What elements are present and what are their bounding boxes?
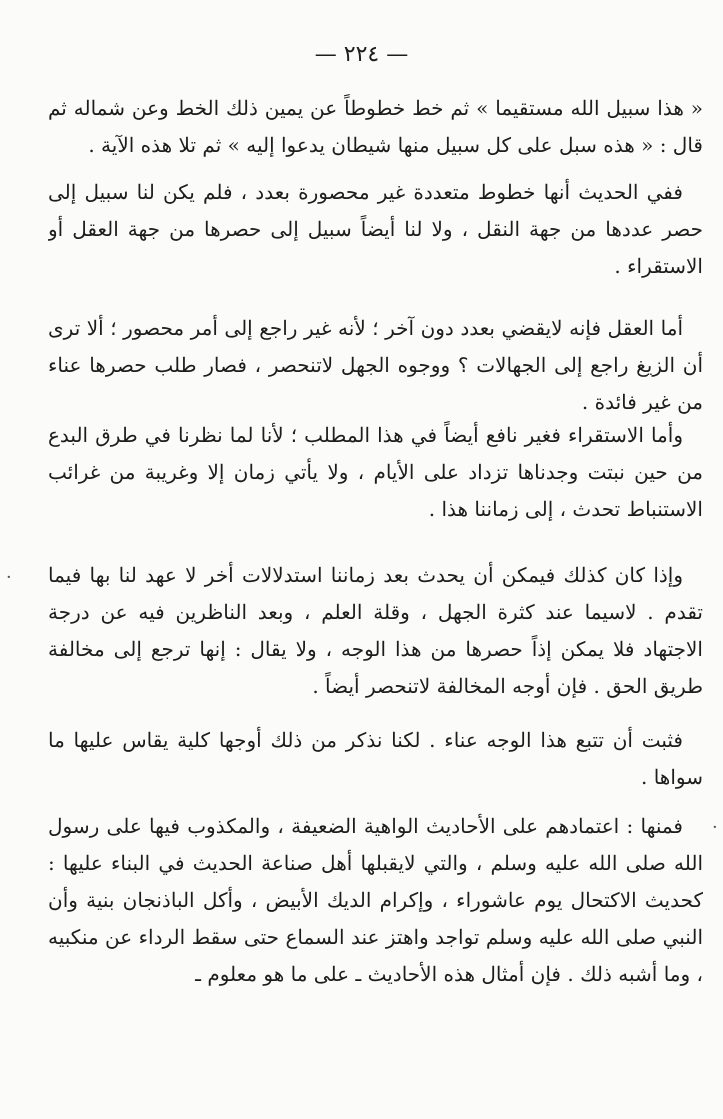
- paragraph-lines-unlimited: ففي الحديث أنها خطوط متعددة غير محصورة بعدد ، فلم يكن لنا سبيل إلى حصر عددها من جهة النقل ، ولا لنا أيضاً سبيل إلى حصرها من جهة العقل أو الاستقراء .: [48, 180, 703, 278]
- paragraph-induction: وأما الاستقراء فغير نافع أيضاً في هذا المطلب ؛ لأنا لما نظرنا في طرق البدع من حين نبتت وجدناها تزداد على الأيام ، ولا يأتي زمان إلا وغريبة من غرائب الاستنباط تحدث ، إلى زماننا هذا .: [48, 423, 703, 521]
- paragraph-general-aspects: فثبت أن تتبع هذا الوجه عناء . لكنا نذكر من ذلك أوجها كلية يقاس عليها ما سواها .: [48, 728, 703, 789]
- page-number: — ٢٢٤ —: [314, 42, 409, 67]
- margin-mark: ·: [6, 567, 12, 588]
- margin-mark: ·: [712, 817, 718, 838]
- paragraph-new-inferences: وإذا كان كذلك فيمكن أن يحدث بعد زماننا استدلالات أخر لا عهد لنا بها فيما تقدم . لاسيما عند كثرة الجهل ، وقلة العلم ، وبعد الناظرين فيه عن درجة الاجتهاد فلا يمكن إذاً حصرها من هذا الوجه ، ولا يقال : إنها ترجع إلى مخالفة طريق الحق . فإن أوجه المخالفة لاتنحصر أيضاً .: [48, 563, 703, 698]
- paragraph-reason: أما العقل فإنه لايقضي بعدد دون آخر ؛ لأنه غير راجع إلى أمر محصور ؛ ألا ترى أن الزيغ راجع إلى الجهالات ؟ ووجوه الجهل لاتنحصر ، فصار طلب حصرها عناء من غير فائدة .: [48, 316, 703, 414]
- paragraph-weak-hadiths: فمنها : اعتمادهم على الأحاديث الواهية الضعيفة ، والمكذوب فيها على رسول الله صلى الله عليه وسلم ، والتي لايقبلها أهل صناعة الحديث في البناء عليها : كحديث الاكتحال يوم عاشوراء ، وإكرام الديك الأبيض ، وأكل الباذنجان بنية وأن النبي صلى الله عليه وسلم تواجد واهتز عند السماع حتى سقط الرداء عن منكبيه ، وما أشبه ذلك . فإن أمثال هذه الأحاديث ـ على ما هو معلوم ـ: [48, 814, 703, 986]
- paragraph-hadith-quote: « هذا سبيل الله مستقيما » ثم خط خطوطاً عن يمين ذلك الخط وعن شماله ثم قال : « هذه سبل على كل سبيل منها شيطان يدعوا إليه » ثم تلا هذه الآية .: [48, 96, 703, 157]
